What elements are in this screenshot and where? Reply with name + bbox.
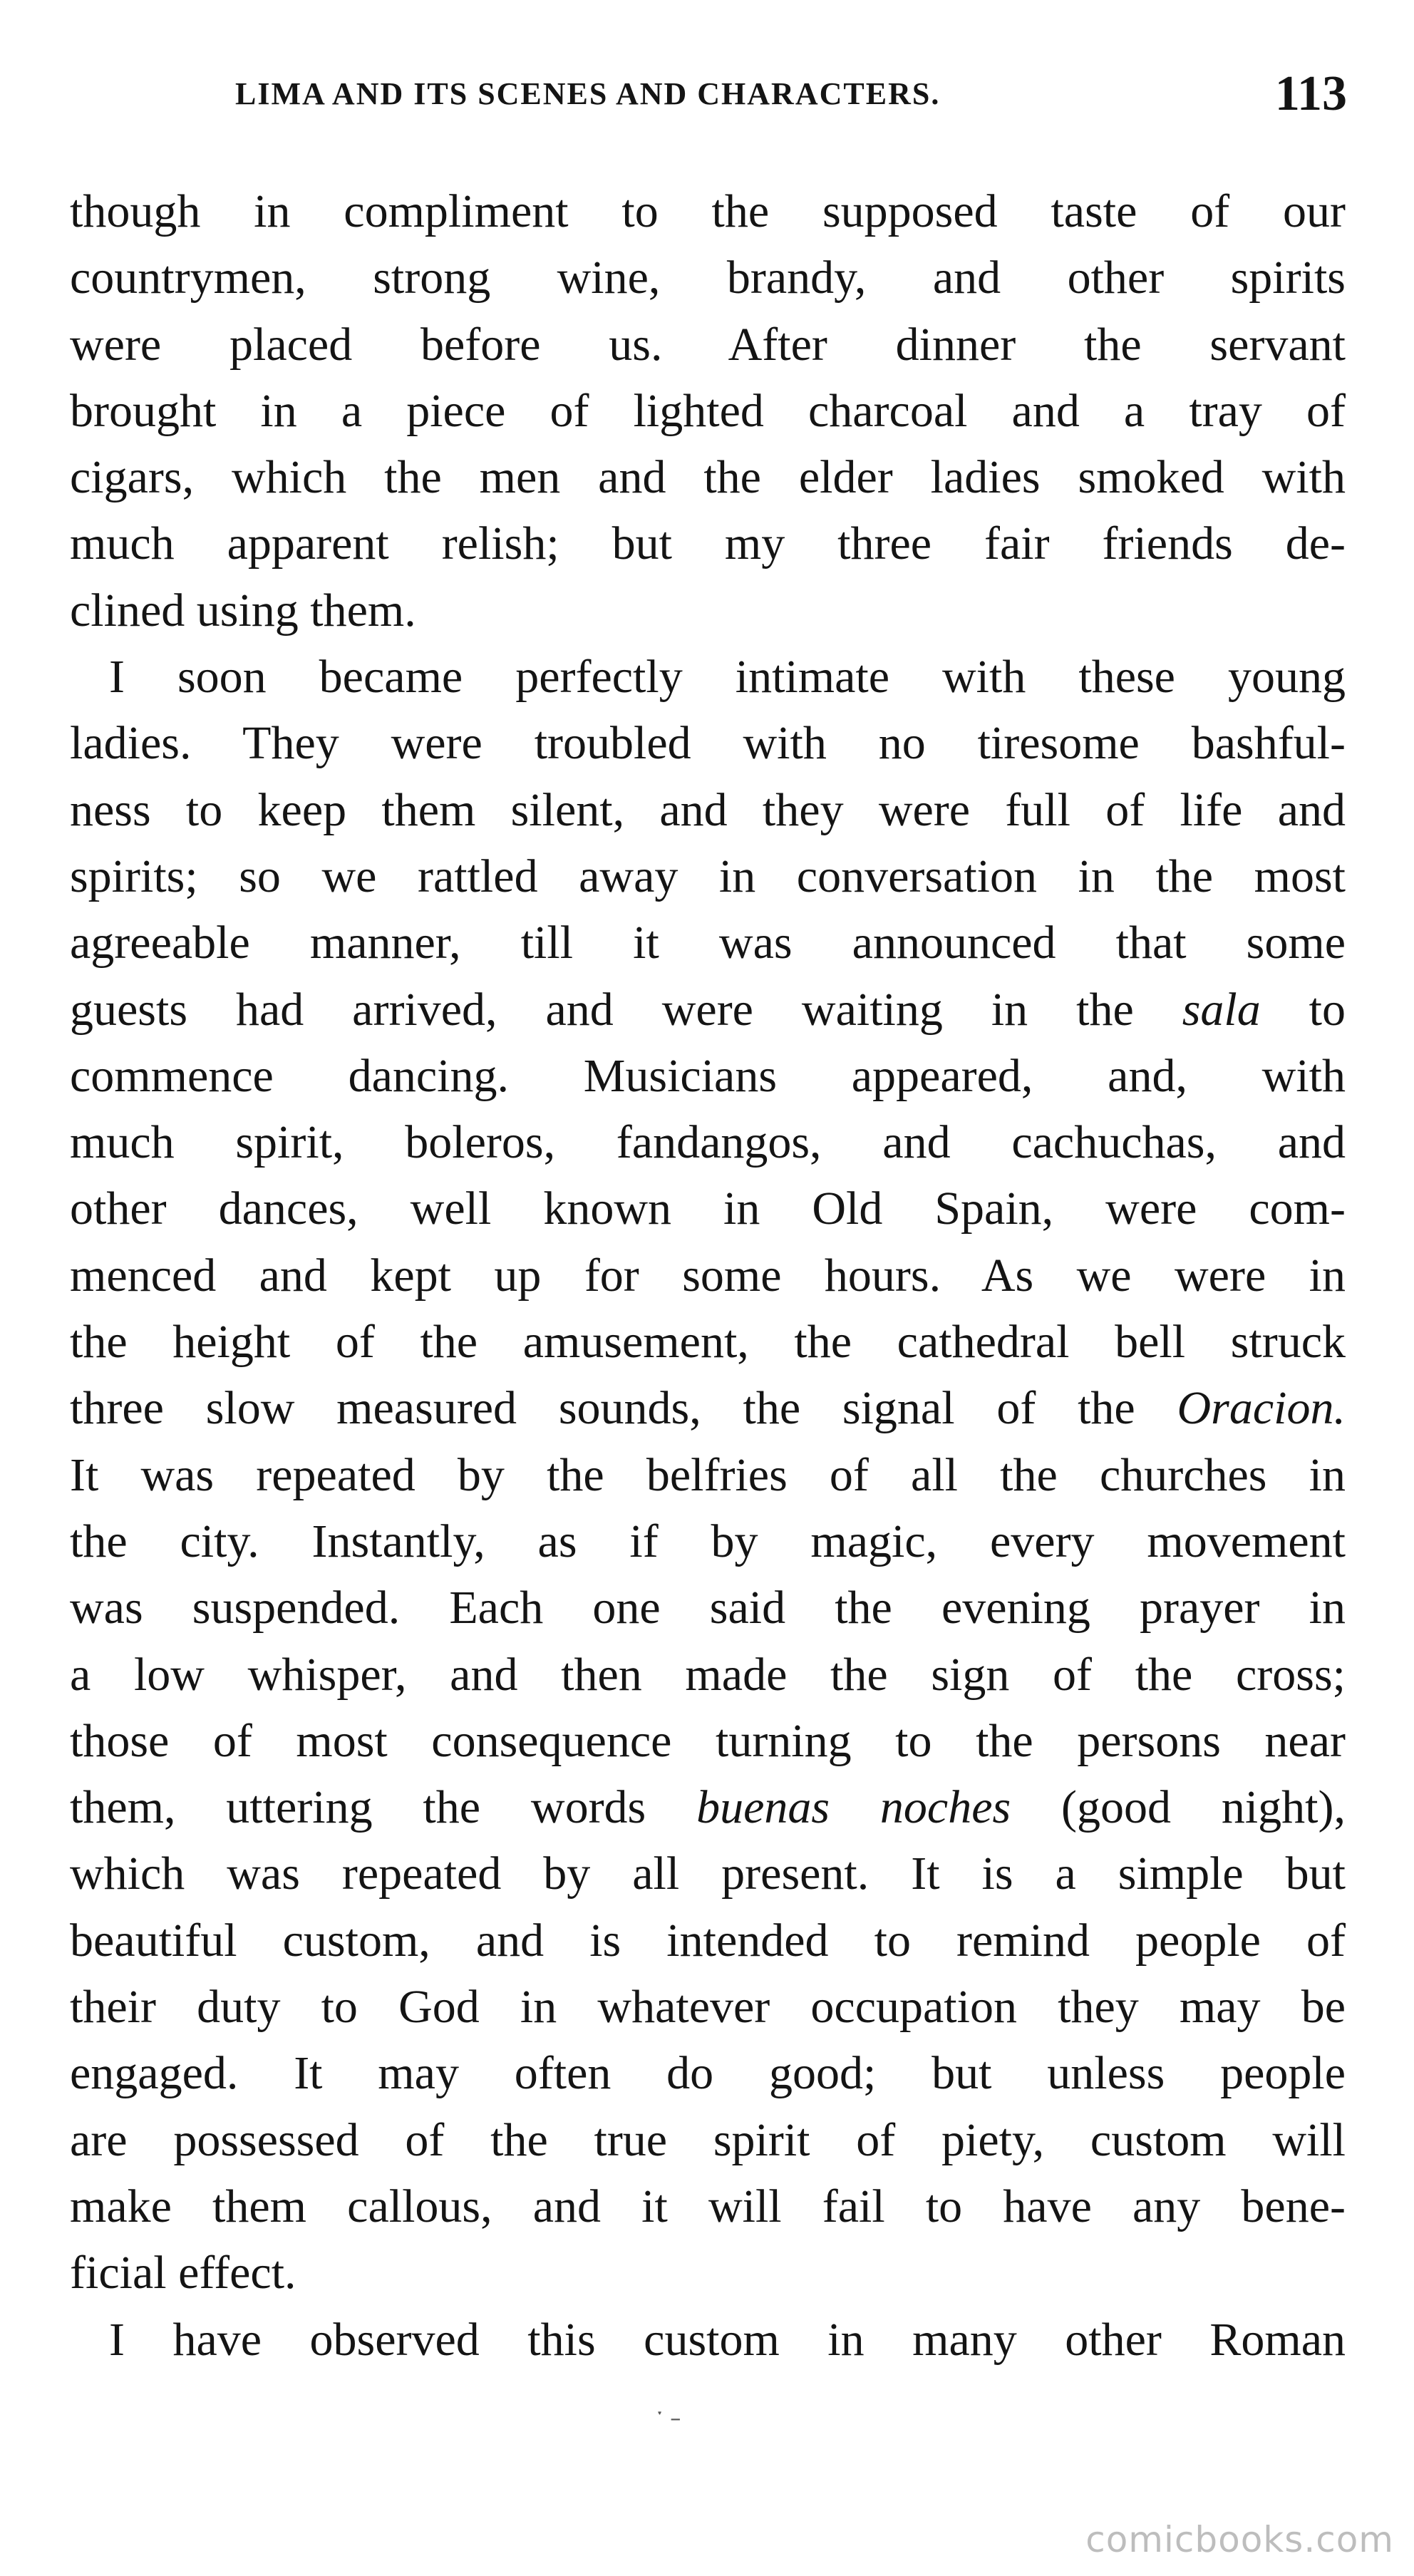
text-line: are possessed of the true spirit of piety, custom will — [70, 2113, 1346, 2166]
text-line: their duty to God in whatever occupation they may be — [70, 1981, 1346, 2034]
page-mark: ˑ ˗ — [656, 2399, 681, 2431]
running-head — [235, 66, 1347, 123]
text-line: them, uttering the words buenas noches (good night), — [70, 1781, 1346, 1834]
running-title: LIMA AND ITS SCENES AND CHARACTERS. — [235, 76, 941, 111]
paragraph-start-line: I have observed this custom in many other Roman — [109, 2313, 1346, 2366]
text-line: a low whisper, and then made the sign of the cross; — [70, 1648, 1346, 1701]
text-line: the city. Instantly, as if by magic, every movement — [70, 1515, 1346, 1567]
text-line: menced and kept up for some hours. As we were in — [70, 1249, 1346, 1302]
text-line: ladies. They were troubled with no tiresome bashful- — [70, 717, 1346, 770]
paragraph-end-line: ficial effect. — [70, 2247, 296, 2299]
text-line: brought in a piece of lighted charcoal and a tray of — [70, 384, 1346, 437]
text-line: engaged. It may often do good; but unless people — [70, 2047, 1346, 2100]
text-line: agreeable manner, till it was announced that some — [70, 917, 1346, 969]
text-line: those of most consequence turning to the persons near — [70, 1714, 1346, 1767]
text-line: guests had arrived, and were waiting in the sala to — [70, 983, 1346, 1036]
text-line: were placed before us. After dinner the servant — [70, 318, 1346, 371]
text-line: make them callous, and it will fail to have any bene- — [70, 2180, 1346, 2232]
paragraph-end-line: clined using them. — [70, 584, 416, 637]
text-line: commence dancing. Musicians appeared, and, with — [70, 1049, 1346, 1102]
text-line: spirits; so we rattled away in conversation in the most — [70, 850, 1346, 902]
text-line: the height of the amusement, the cathedral bell struck — [70, 1316, 1346, 1369]
text-line: countrymen, strong wine, brandy, and other spirits — [70, 252, 1346, 304]
italic-word: sala — [1182, 983, 1261, 1036]
text-line: much apparent relish; but my three fair friends de- — [70, 517, 1346, 570]
text-line: much spirit, boleros, fandangos, and cachuchas, and — [70, 1116, 1346, 1169]
page-number: 113 — [1274, 66, 1347, 121]
paragraph-start-line: I soon became perfectly intimate with these young — [109, 651, 1346, 704]
text-line: though in compliment to the supposed taste of our — [70, 185, 1346, 237]
text-line: three slow measured sounds, the signal of the Oracion. — [70, 1382, 1346, 1435]
text-line: ness to keep them silent, and they were full of life and — [70, 783, 1346, 836]
watermark: comicbooks.com — [1085, 2519, 1394, 2560]
italic-word: Oracion. — [1177, 1382, 1346, 1435]
italic-phrase: buenas noches — [696, 1781, 1011, 1834]
text-line: was suspended. Each one said the evening prayer in — [70, 1582, 1346, 1634]
text-line: beautiful custom, and is intended to remind people of — [70, 1914, 1346, 1967]
text-line: which was repeated by all present. It is a simple but — [70, 1848, 1346, 1900]
body-text — [70, 178, 1346, 2373]
text-line: cigars, which the men and the elder ladies smoked with — [70, 451, 1346, 504]
text-line: It was repeated by the belfries of all the churches in — [70, 1448, 1346, 1501]
text-line: other dances, well known in Old Spain, were com- — [70, 1183, 1346, 1235]
